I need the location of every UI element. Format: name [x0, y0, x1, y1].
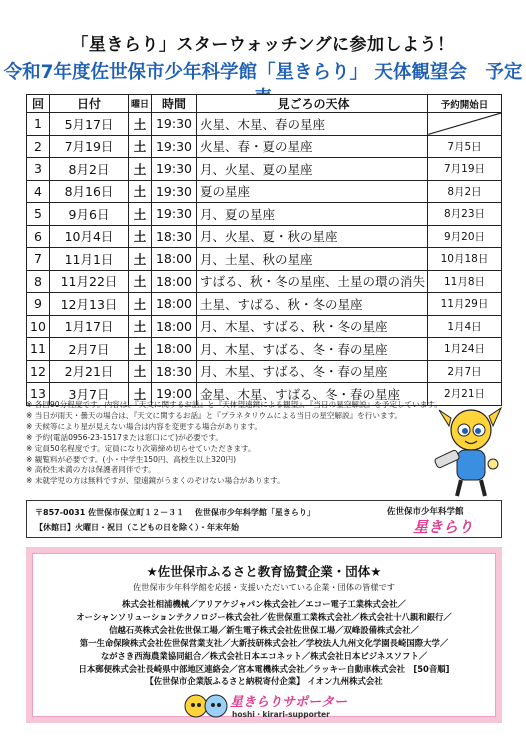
sponsor-list [32, 598, 496, 688]
col-header-date: 日付 [50, 95, 129, 113]
cell-open: 7月19日 [428, 158, 502, 181]
cell-sky: 月、木星、すばる、秋・冬の星座 [197, 315, 428, 338]
cell-dow: 土 [129, 113, 152, 136]
cell-no: 5 [27, 203, 50, 226]
sponsor-line: 株式会社相浦機械／アリアケジャパン株式会社／エコー電子工業株式会社／ [122, 599, 406, 609]
cell-no: 4 [27, 180, 50, 203]
cell-dow: 土 [129, 158, 152, 181]
cell-date: 7月19日 [50, 135, 129, 158]
cell-time: 19:30 [152, 180, 197, 203]
cell-time: 18:00 [152, 338, 197, 361]
sponsor-box [26, 547, 502, 723]
cell-date: 8月2日 [50, 158, 129, 181]
schedule-table [26, 94, 502, 406]
cell-date: 2月21日 [50, 360, 129, 383]
cell-no: 1 [27, 113, 50, 136]
cell-open: 2月21日 [428, 383, 502, 406]
table-row [27, 248, 502, 271]
cell-time: 18:00 [152, 293, 197, 316]
facility-info-box [26, 500, 502, 538]
cell-time: 19:00 [152, 383, 197, 406]
cell-time: 18:00 [152, 248, 197, 271]
table-row [27, 180, 502, 203]
note-item: ※ 天候等により星が見えない場合は内容を変更する場合があります。 [26, 421, 262, 431]
cell-dow: 土 [129, 338, 152, 361]
cell-open: 8月23日 [428, 203, 502, 226]
sponsor-line: 日本郵便株式会社長崎県中部地区連絡会／宮本電機株式会社／ラッキー自動車株式会社 [50音順] [78, 663, 450, 674]
cell-no: 10 [27, 315, 50, 338]
cell-dow: 土 [129, 203, 152, 226]
cell-sky: 金星、木星、すばる、冬・春の星座 [197, 383, 428, 406]
cell-date: 5月17日 [50, 113, 129, 136]
cell-sky: 月、火星、夏・秋の星座 [197, 225, 428, 248]
cell-dow: 土 [129, 315, 152, 338]
cell-open: 11月29日 [428, 293, 502, 316]
table-row [27, 315, 502, 338]
cell-open: 11月8日 [428, 270, 502, 293]
cell-no: 12 [27, 360, 50, 383]
table-header-row [27, 95, 502, 113]
facility-address: 〒857-0031 佐世保市保立町１２－３１ 佐世保市少年科学館「星きらり」 [35, 508, 315, 517]
cell-sky: 月、木星、すばる、冬・春の星座 [197, 360, 428, 383]
cell-date: 2月7日 [50, 338, 129, 361]
cell-dow: 土 [129, 180, 152, 203]
supporter-logo [182, 691, 402, 721]
cell-sky: 月、夏の星座 [197, 203, 428, 226]
table-row [27, 293, 502, 316]
cell-dow: 土 [129, 135, 152, 158]
col-header-time: 時間 [152, 95, 197, 113]
sponsor-line: オーシャンソリューションテクノロジー株式会社／佐世保重工業株式会社／株式会社十八親和銀行／ [76, 611, 452, 622]
cell-no: 8 [27, 270, 50, 293]
cell-time: 19:30 [152, 158, 197, 181]
cell-dow: 土 [129, 270, 152, 293]
cell-sky: 月、木星、すばる、冬・春の星座 [197, 338, 428, 361]
cell-sky: 火星、春・夏の星座 [197, 135, 428, 158]
note-item: ※ 未就学児の方は無料ですが、望遠鏡がうまくのぞけない場合があります。 [26, 476, 285, 486]
cell-dow: 土 [129, 383, 152, 406]
cell-date: 8月16日 [50, 180, 129, 203]
cell-date: 1月17日 [50, 315, 129, 338]
empty-cell-slash [428, 113, 501, 135]
cell-open: 1月24日 [428, 338, 502, 361]
sponsor-subtitle: 佐世保市少年科学館を応援・支援いただいている企業・団体の皆様です [132, 582, 395, 592]
facility-logo-caption: 佐世保市少年科学館 [387, 507, 464, 517]
note-item: ※ 定員50名程度です。定員になり次第締め切らせていただきます。 [26, 443, 256, 453]
cell-open: 10月18日 [428, 248, 502, 271]
table-row [27, 338, 502, 361]
note-item: ※ 各回90分程度です。内容は、『天文に関するお話』と『天体望遠鏡による観望』、『当日の星空解説』を予定しています。 [26, 400, 442, 409]
cell-no: 7 [27, 248, 50, 271]
col-header-open: 予約開始日 [428, 95, 502, 113]
cell-sky: 火星、木星、春の星座 [197, 113, 428, 136]
cell-open: 8月2日 [428, 180, 502, 203]
cell-dow: 土 [129, 293, 152, 316]
cell-open: 7月5日 [428, 135, 502, 158]
cell-sky: 月、火星、夏の星座 [197, 158, 428, 181]
cell-sky: 土星、すばる、秋・冬の星座 [197, 293, 428, 316]
page-title: 令和7年度佐世保市少年科学館「星きらり」 天体観望会 予定 [3, 62, 523, 83]
table-row [27, 225, 502, 248]
cell-time: 18:30 [152, 225, 197, 248]
cell-no: 11 [27, 338, 50, 361]
table-row [27, 113, 502, 136]
cell-time: 18:00 [152, 315, 197, 338]
cell-sky: すばる、秋・冬の星座、土星の環の消失 [197, 270, 428, 293]
cell-no: 13 [27, 383, 50, 406]
cell-time: 19:30 [152, 203, 197, 226]
sponsor-line: 【佐世保市企業版ふるさと納税寄付企業】 イオン九州株式会社 [145, 676, 383, 687]
supporter-mascot-icon [182, 691, 228, 721]
table-row [27, 158, 502, 181]
table-row [27, 135, 502, 158]
col-header-dow: 曜日 [129, 95, 152, 113]
cell-date: 9月6日 [50, 203, 129, 226]
table-row [27, 270, 502, 293]
closed-days: 【休館日】火曜日・祝日（こどもの日を除く）・年末年始 [35, 523, 239, 532]
cell-no: 3 [27, 158, 50, 181]
supporter-logo-title: 星きらりサポーター [230, 695, 348, 710]
cell-no: 6 [27, 225, 50, 248]
cell-dow: 土 [129, 360, 152, 383]
page-heading: 「星きらり」スターウォッチングに参加しよう！ [71, 35, 455, 55]
note-item: ※ 観覧料が必要です。(小・中学生150円、高校生以上320円) [26, 454, 237, 464]
cell-date: 10月4日 [50, 225, 129, 248]
cell-no: 2 [27, 135, 50, 158]
col-header-sky: 見ごろの天体 [197, 95, 428, 113]
cell-date: 11月1日 [50, 248, 129, 271]
sponsor-line: ながさき西海農業協同組合／株式会社日本エコネット／株式会社日本ビジネスソフト／ [100, 650, 428, 661]
cell-no: 9 [27, 293, 50, 316]
cell-sky: 月、土星、秋の星座 [197, 248, 428, 271]
cell-open: 9月20日 [428, 225, 502, 248]
cell-dow: 土 [129, 225, 152, 248]
cell-date: 11月22日 [50, 270, 129, 293]
table-row [27, 360, 502, 383]
note-item: ※ 当日が雨天・曇天の場合は、『天文に関するお話』と『プラネタリウムによる当日の星空解説』を行います。 [26, 410, 403, 420]
cell-time: 18:00 [152, 270, 197, 293]
cell-open: 2月7日 [428, 360, 502, 383]
sponsor-line: 信越石英株式会社佐世保工場／新生電子株式会社佐世保工場／双峰設備株式会社／ [109, 624, 419, 635]
notes-list [26, 400, 496, 487]
cell-time: 19:30 [152, 135, 197, 158]
cell-open: 1月4日 [428, 315, 502, 338]
cell-date: 12月13日 [50, 293, 129, 316]
cell-dow: 土 [129, 248, 152, 271]
col-header-no: 回 [27, 95, 50, 113]
supporter-logo-sub: hoshi・kirari-supporter [232, 710, 330, 719]
facility-logo: 星きらり [413, 518, 474, 536]
note-item: ※ 高校生未満の方は保護者同伴です。 [26, 465, 156, 475]
schedule-body [27, 113, 502, 406]
sponsor-line: 第一生命保険株式会社佐世保営業支社／大新技研株式会社／学校法人九州文化学園長崎国際大学／ [79, 637, 449, 648]
mascot-illustration [431, 404, 509, 500]
cell-time: 19:30 [152, 113, 197, 136]
cell-open [428, 113, 502, 136]
cell-sky: 夏の星座 [197, 180, 428, 203]
note-item: ※ 予約(電話0956-23-1517または窓口にて)が必要です。 [26, 432, 223, 442]
sponsor-title: ★佐世保市ふるさと教育協賛企業・団体★ [146, 564, 382, 579]
table-row [27, 203, 502, 226]
cell-date: 3月7日 [50, 383, 129, 406]
cell-time: 18:30 [152, 360, 197, 383]
